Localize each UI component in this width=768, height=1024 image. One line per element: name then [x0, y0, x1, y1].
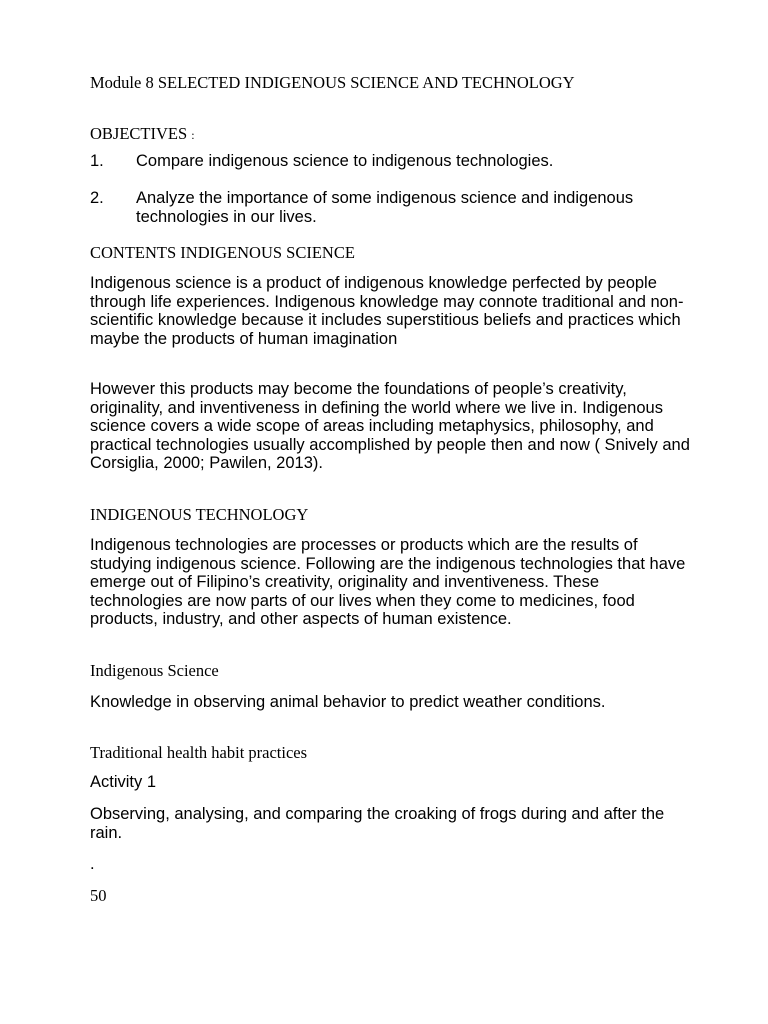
objective-text-2: Analyze the importance of some indigenous science and indigenous technologies in our lives.	[136, 189, 634, 226]
objective-text-1: Compare indigenous science to indigenous technologies.	[136, 152, 554, 170]
module-title: Module 8 SELECTED INDIGENOUS SCIENCE AND TECHNOLOGY	[90, 73, 575, 92]
activity-heading: Activity 1	[90, 773, 157, 791]
indigenous-science-subheading: Indigenous Science	[90, 661, 219, 680]
trailing-mark: .	[90, 855, 95, 873]
paragraph-activity: Observing, analysing, and comparing the croaking of frogs during and after the rain.	[90, 805, 665, 842]
contents-heading: CONTENTS INDIGENOUS SCIENCE	[90, 243, 355, 262]
paragraph-indigenous-science-1: Indigenous science is a product of indigenous knowledge perfected by people through life experiences. Indigenous knowledge may connote traditional and non- scientific knowledge because it includes superstitious beliefs and practices which maybe the products of human imagination	[90, 274, 684, 348]
paragraph-indigenous-science-2: However this products may become the foundations of people’s creativity, originality, and inventiveness in defining the world where we live in. Indigenous science covers a wide scope of areas including metaphysics, philosophy, and practical technologies usually accomplished by people then and now ( Snively and Corsiglia, 2000; Pawilen, 2013).	[90, 380, 690, 473]
traditional-health-heading: Traditional health habit practices	[90, 743, 308, 762]
document-page	[90, 0, 690, 1024]
paragraph-animal-behavior: Knowledge in observing animal behavior to predict weather conditions.	[90, 693, 606, 711]
indigenous-technology-heading: INDIGENOUS TECHNOLOGY	[90, 505, 309, 524]
objectives-heading-text: OBJECTIVES	[90, 124, 188, 143]
objectives-heading	[90, 124, 690, 145]
page-number: 50	[90, 886, 107, 905]
objectives-colon: :	[191, 128, 195, 142]
paragraph-indigenous-technology: Indigenous technologies are processes or products which are the results of studying indigenous science. Following are the indigenous technologies that have emerge out of Filipino’s creativity, originality and inventiveness. These technologies are now parts of our lives when they come to medicines, food products, industry, and other aspects of human existence.	[90, 536, 686, 629]
objective-number-1: 1.	[90, 152, 104, 170]
objective-number-2: 2.	[90, 189, 104, 207]
